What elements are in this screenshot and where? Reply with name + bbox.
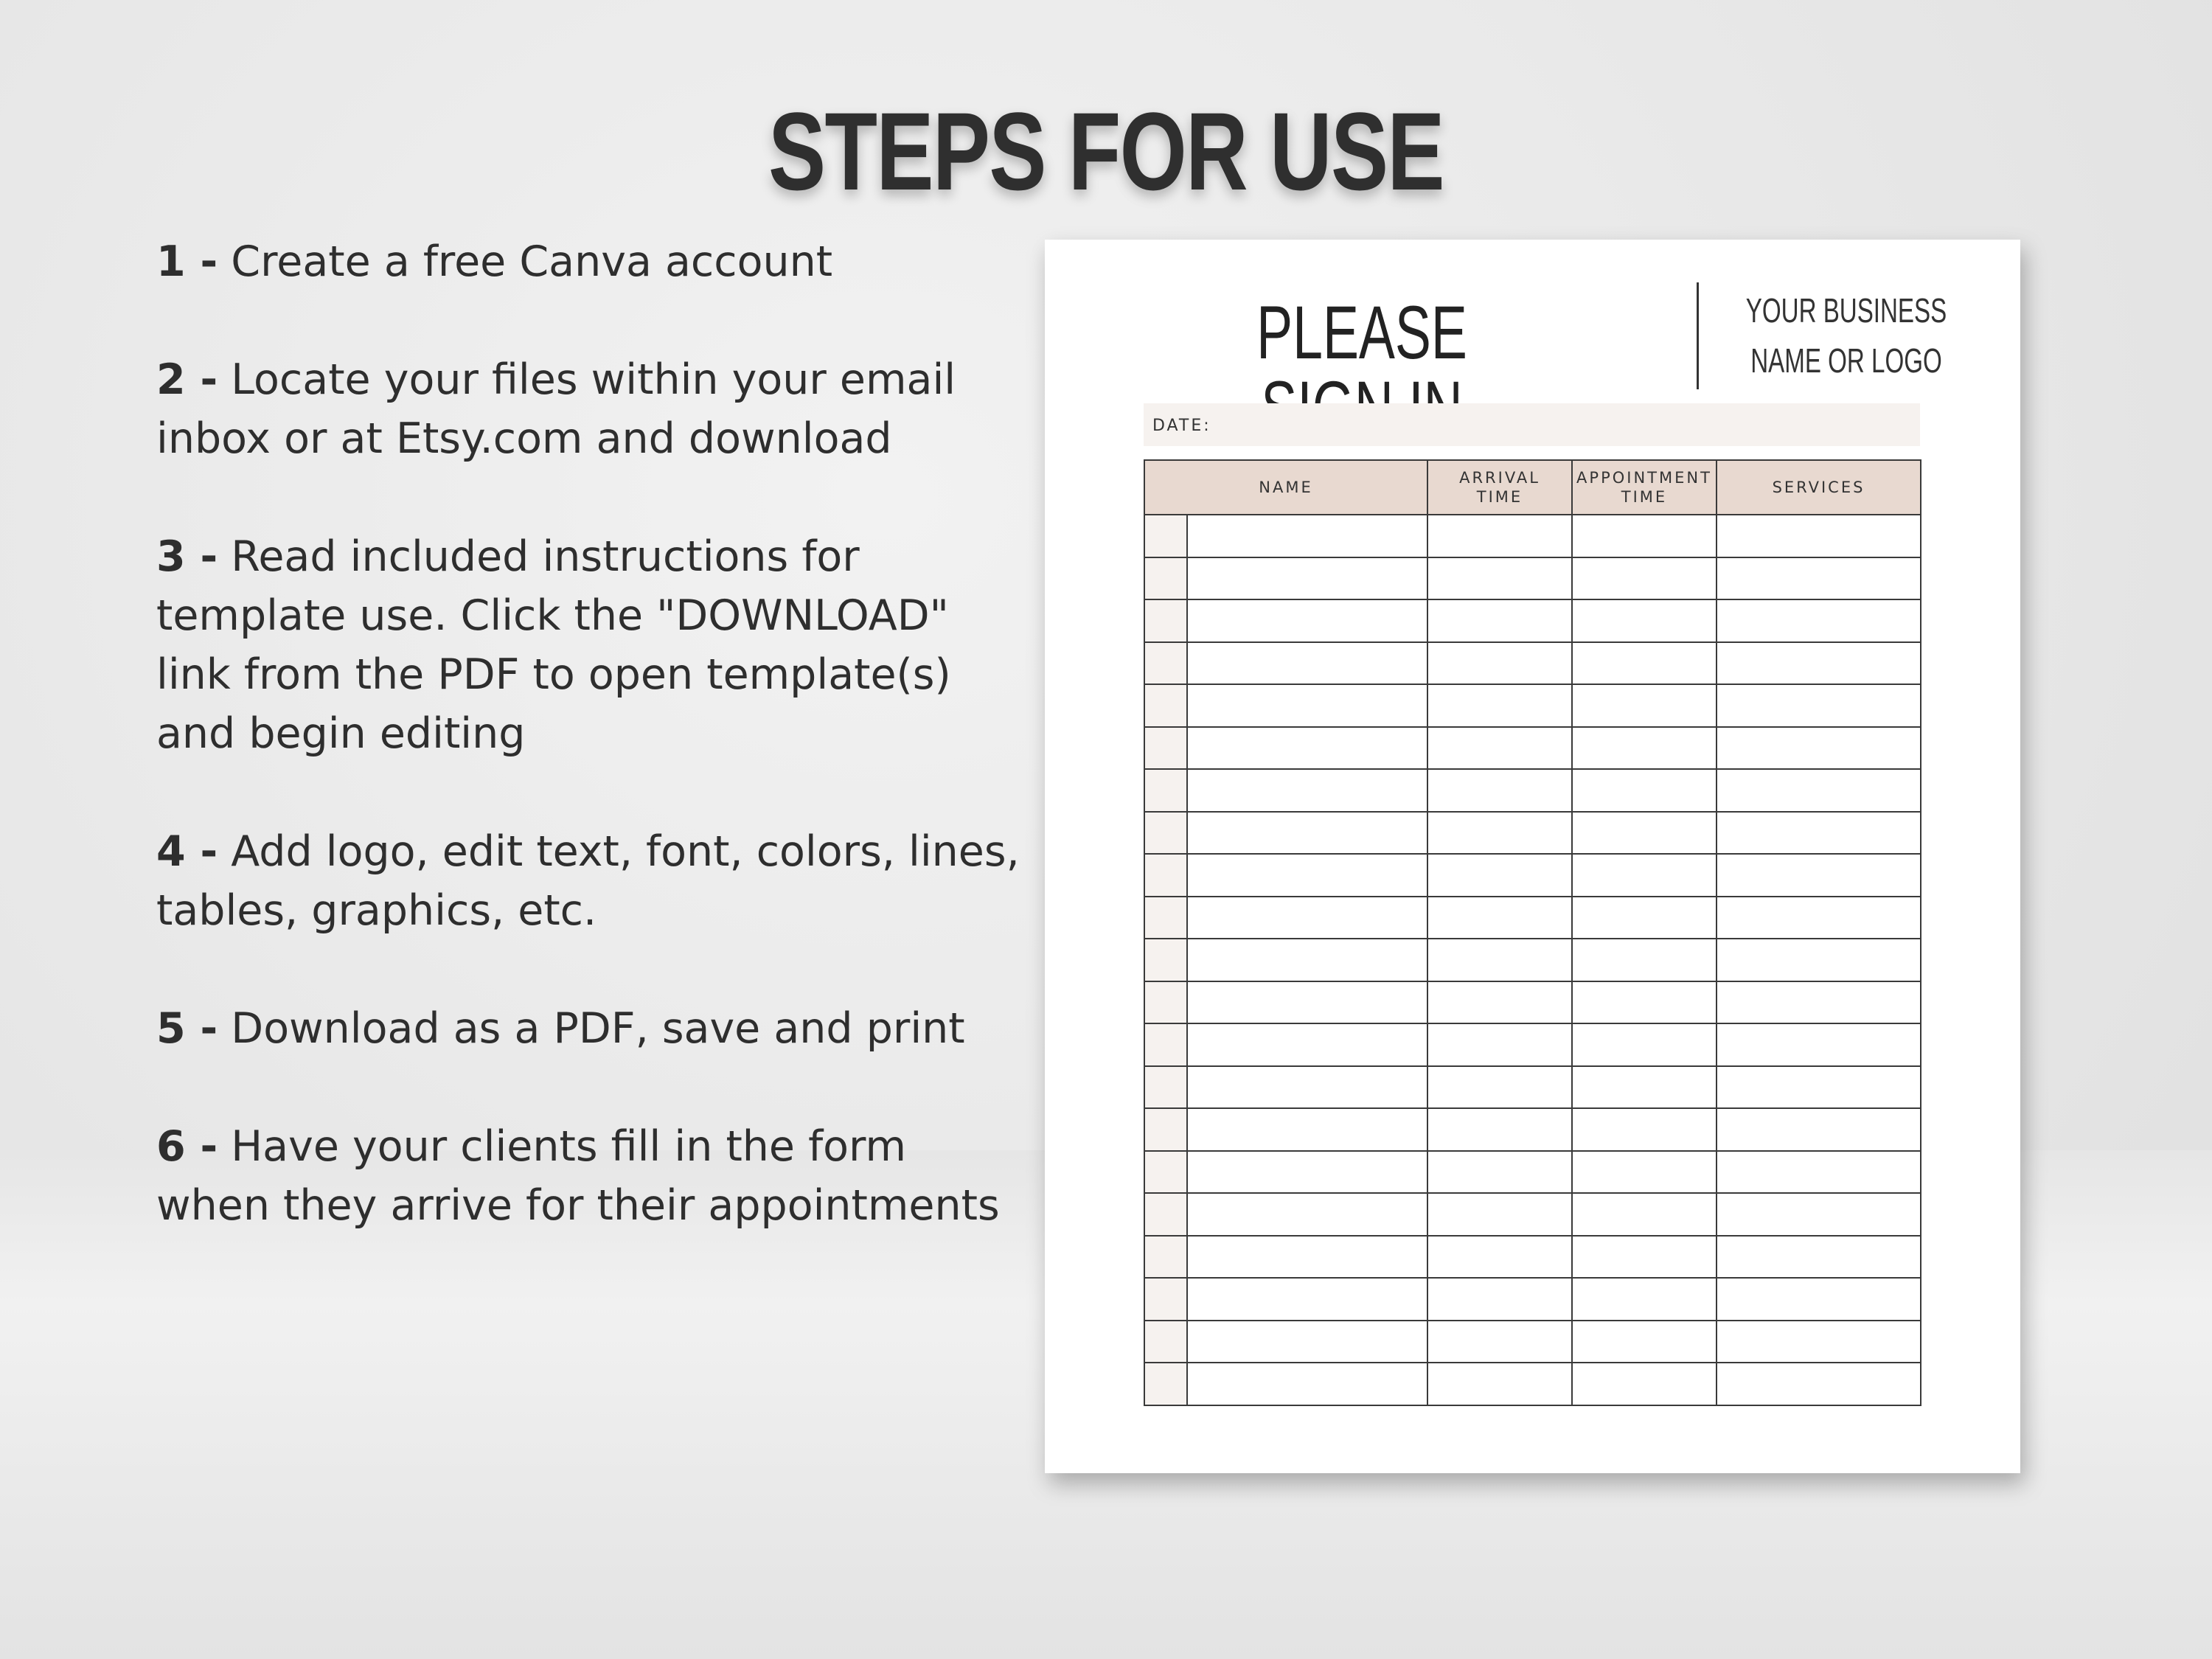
name-cell: [1187, 684, 1427, 727]
arrival-time-cell: [1427, 557, 1572, 600]
row-index-cell: [1144, 557, 1187, 600]
arrival-time-cell: [1427, 684, 1572, 727]
row-index-cell: [1144, 727, 1187, 770]
table-row: [1144, 854, 1921, 897]
arrival-time-cell: [1427, 515, 1572, 557]
services-cell: [1717, 599, 1921, 642]
row-index-cell: [1144, 939, 1187, 981]
name-cell: [1187, 981, 1427, 1024]
row-index-cell: [1144, 599, 1187, 642]
services-cell: [1717, 1108, 1921, 1151]
date-field: [1144, 403, 1920, 446]
arrival-time-cell: [1427, 897, 1572, 939]
sign-in-sheet: [1045, 240, 2020, 1473]
column-services: SERVICES: [1717, 460, 1921, 515]
name-cell: [1187, 1066, 1427, 1109]
step-1: [156, 232, 1026, 291]
row-index-cell: [1144, 642, 1187, 685]
name-cell: [1187, 854, 1427, 897]
arrival-time-cell: [1427, 939, 1572, 981]
row-index-cell: [1144, 897, 1187, 939]
date-label: DATE:: [1152, 417, 1211, 435]
name-cell: [1187, 1363, 1427, 1405]
row-index-cell: [1144, 1363, 1187, 1405]
table-row: [1144, 1023, 1921, 1066]
arrival-time-cell: [1427, 812, 1572, 855]
row-index-cell: [1144, 812, 1187, 855]
appointment-time-cell: [1572, 1363, 1717, 1405]
arrival-time-cell: [1427, 599, 1572, 642]
appointment-time-cell: [1572, 981, 1717, 1024]
row-index-cell: [1144, 981, 1187, 1024]
column-arrival-time: ARRIVAL TIME: [1427, 460, 1572, 515]
row-index-cell: [1144, 1023, 1187, 1066]
services-cell: [1717, 1363, 1921, 1405]
name-cell: [1187, 1278, 1427, 1321]
arrival-time-cell: [1427, 981, 1572, 1024]
row-index-cell: [1144, 1321, 1187, 1363]
table-row: [1144, 1321, 1921, 1363]
step-4: [156, 822, 1026, 940]
arrival-time-cell: [1427, 854, 1572, 897]
row-index-cell: [1144, 1236, 1187, 1279]
services-cell: [1717, 727, 1921, 770]
sign-in-table: [1144, 459, 1921, 1406]
table-row: [1144, 684, 1921, 727]
business-line-1: YOUR BUSINESS: [1745, 291, 1947, 330]
name-cell: [1187, 642, 1427, 685]
name-cell: [1187, 897, 1427, 939]
step-3: [156, 527, 1026, 763]
services-cell: [1717, 939, 1921, 981]
table-row: [1144, 599, 1921, 642]
step-number: 4 -: [156, 827, 218, 876]
services-cell: [1717, 684, 1921, 727]
table-row: [1144, 515, 1921, 557]
step-2: [156, 350, 1026, 468]
services-cell: [1717, 1193, 1921, 1236]
appointment-time-cell: [1572, 1321, 1717, 1363]
step-text: Read included instructions for template use. Click the "DOWNLOAD" link from the PDF to open template(s) and begin editing: [156, 532, 951, 758]
arrival-time-cell: [1427, 1193, 1572, 1236]
services-cell: [1717, 854, 1921, 897]
appointment-time-cell: [1572, 939, 1717, 981]
table-row: [1144, 1278, 1921, 1321]
table-row: [1144, 642, 1921, 685]
name-cell: [1187, 1193, 1427, 1236]
step-6: [156, 1117, 1026, 1235]
arrival-time-cell: [1427, 642, 1572, 685]
services-cell: [1717, 812, 1921, 855]
arrival-time-cell: [1427, 1151, 1572, 1194]
row-index-cell: [1144, 684, 1187, 727]
table-row: [1144, 897, 1921, 939]
arrival-time-cell: [1427, 1278, 1572, 1321]
services-cell: [1717, 897, 1921, 939]
step-number: 5 -: [156, 1004, 218, 1053]
services-cell: [1717, 1151, 1921, 1194]
services-cell: [1717, 642, 1921, 685]
appointment-time-cell: [1572, 1023, 1717, 1066]
row-index-cell: [1144, 1151, 1187, 1194]
step-number: 6 -: [156, 1122, 218, 1171]
arrival-time-cell: [1427, 1236, 1572, 1279]
name-cell: [1187, 1321, 1427, 1363]
arrival-time-cell: [1427, 727, 1572, 770]
step-number: 1 -: [156, 237, 218, 286]
table-row: [1144, 1363, 1921, 1405]
services-cell: [1717, 981, 1921, 1024]
services-cell: [1717, 1066, 1921, 1109]
appointment-time-cell: [1572, 1193, 1717, 1236]
name-cell: [1187, 1023, 1427, 1066]
page-heading: STEPS FOR USE: [768, 89, 1444, 213]
table-body: [1144, 515, 1921, 1405]
services-cell: [1717, 1023, 1921, 1066]
name-cell: [1187, 727, 1427, 770]
name-cell: [1187, 939, 1427, 981]
appointment-time-cell: [1572, 1278, 1717, 1321]
appointment-time-cell: [1572, 1066, 1717, 1109]
table-row: [1144, 557, 1921, 600]
services-cell: [1717, 515, 1921, 557]
services-cell: [1717, 769, 1921, 812]
services-cell: [1717, 1236, 1921, 1279]
row-index-cell: [1144, 1278, 1187, 1321]
header-divider: [1697, 282, 1699, 389]
arrival-time-cell: [1427, 1321, 1572, 1363]
arrival-time-cell: [1427, 769, 1572, 812]
appointment-time-cell: [1572, 515, 1717, 557]
table-header-row: [1144, 460, 1921, 515]
services-cell: [1717, 1321, 1921, 1363]
appointment-time-cell: [1572, 557, 1717, 600]
steps-list: [156, 232, 1026, 1294]
table-row: [1144, 1066, 1921, 1109]
name-cell: [1187, 1108, 1427, 1151]
row-index-cell: [1144, 854, 1187, 897]
row-index-cell: [1144, 769, 1187, 812]
step-number: 2 -: [156, 355, 218, 404]
name-cell: [1187, 1151, 1427, 1194]
name-cell: [1187, 812, 1427, 855]
appointment-time-cell: [1572, 769, 1717, 812]
appointment-time-cell: [1572, 1236, 1717, 1279]
name-cell: [1187, 769, 1427, 812]
column-name: NAME: [1144, 460, 1427, 515]
appointment-time-cell: [1572, 642, 1717, 685]
appointment-time-cell: [1572, 854, 1717, 897]
appointment-time-cell: [1572, 1151, 1717, 1194]
table-row: [1144, 727, 1921, 770]
row-index-cell: [1144, 1108, 1187, 1151]
name-cell: [1187, 557, 1427, 600]
table-row: [1144, 1193, 1921, 1236]
name-cell: [1187, 515, 1427, 557]
table-row: [1144, 769, 1921, 812]
table-row: [1144, 1108, 1921, 1151]
row-index-cell: [1144, 1066, 1187, 1109]
step-text: Download as a PDF, save and print: [231, 1004, 965, 1053]
step-text: Locate your files within your email inbox or at Etsy.com and download: [156, 355, 956, 463]
appointment-time-cell: [1572, 812, 1717, 855]
sheet-title: PLEASE: [1256, 291, 1467, 375]
business-logo-placeholder: [1743, 285, 1950, 386]
table-row: [1144, 981, 1921, 1024]
column-appointment-time: APPOINTMENT TIME: [1572, 460, 1717, 515]
step-number: 3 -: [156, 532, 218, 581]
table-row: [1144, 939, 1921, 981]
arrival-time-cell: [1427, 1066, 1572, 1109]
name-cell: [1187, 599, 1427, 642]
table-row: [1144, 1236, 1921, 1279]
step-text: Create a free Canva account: [231, 237, 833, 286]
table-row: [1144, 1151, 1921, 1194]
step-5: [156, 999, 1026, 1058]
arrival-time-cell: [1427, 1108, 1572, 1151]
appointment-time-cell: [1572, 684, 1717, 727]
arrival-time-cell: [1427, 1023, 1572, 1066]
row-index-cell: [1144, 1193, 1187, 1236]
appointment-time-cell: [1572, 599, 1717, 642]
services-cell: [1717, 1278, 1921, 1321]
step-text: Have your clients fill in the form when they arrive for their appointments: [156, 1122, 1000, 1230]
services-cell: [1717, 557, 1921, 600]
business-line-2: NAME OR LOGO: [1750, 341, 1942, 380]
arrival-time-cell: [1427, 1363, 1572, 1405]
step-text: Add logo, edit text, font, colors, lines, tables, graphics, etc.: [156, 827, 1020, 935]
row-index-cell: [1144, 515, 1187, 557]
name-cell: [1187, 1236, 1427, 1279]
table-row: [1144, 812, 1921, 855]
appointment-time-cell: [1572, 897, 1717, 939]
appointment-time-cell: [1572, 1108, 1717, 1151]
appointment-time-cell: [1572, 727, 1717, 770]
